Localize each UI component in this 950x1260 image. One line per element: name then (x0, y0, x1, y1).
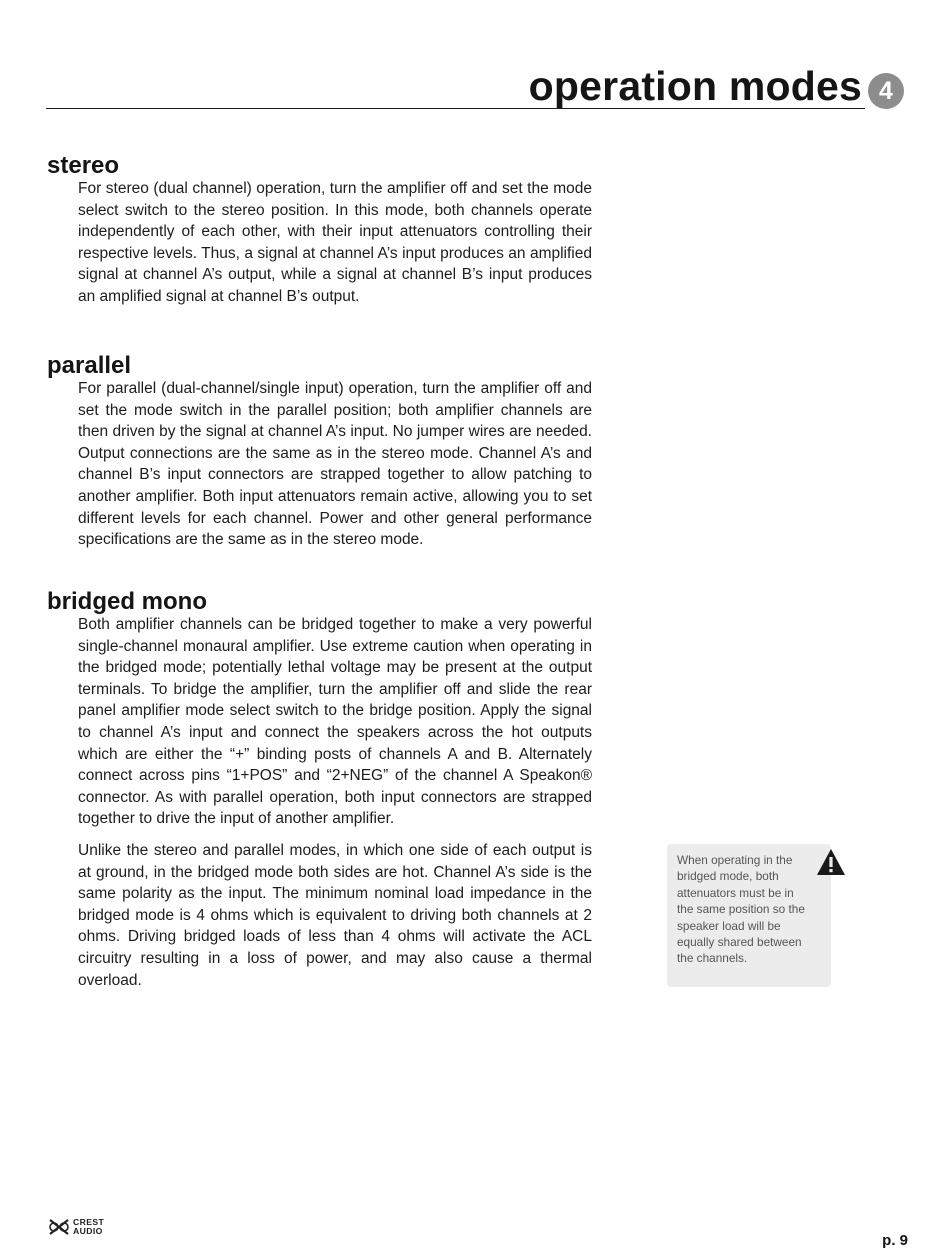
parallel-paragraph: For parallel (dual-channel/single input) operation, turn the amplifier off and set the mode switch in the parallel position; both amplifier channels are then driven by the signal at channel A’s input. No jumper wires are needed. Output connections are the same as in the stereo mode. Channel A’s and channel B’s input connectors are strapped together to allow patching to another amplifier. Both input attenuators remain active, allowing you to set different levels for each channel. Power and other general performance specifications are the same as in the stereo mode. (78, 380, 592, 549)
logo-mark-icon (48, 1218, 70, 1236)
logo-text (73, 1218, 104, 1236)
warning-callout (667, 844, 831, 987)
callout-text: When operating in the bridged mode, both attenuators must be in the same position so the speaker load will be equally shared between the channels. (677, 853, 805, 966)
bridged-mono-paragraph-1: Both amplifier channels can be bridged together to make a very powerful single-channel monaural amplifier. Use extreme caution when operating in the bridged mode; potentially lethal voltage may be present at the output terminals. To bridge the amplifier, turn the amplifier off and slide the rear panel amplifier mode select switch to the bridge position. Apply the signal to channel A’s input and connect the speakers across the hot outputs which are either the “+” binding posts of channels A and B. Alternately connect across pins “1+POS” and “2+NEG” of the channel A Speakon® connector. As with parallel operation, both input connectors are strapped together to drive the input of another amplifier. (78, 616, 592, 828)
warning-icon (816, 848, 846, 876)
bridged-mono-paragraph-2: Unlike the stereo and parallel modes, in which one side of each output is at ground, in the bridged mode both sides are hot. Channel A’s side is the same polarity as the input. The minimum nominal load impedance in the bridged mode is 4 ohms which is equivalent to driving both channels at 2 ohms. Driving bridged loads of less than 4 ohms will activate the ACL circuitry resulting in a loss of power, and may also cause a thermal overload. (78, 842, 592, 989)
section-heading-parallel: parallel (47, 352, 132, 379)
stereo-paragraph: For stereo (dual channel) operation, turn the amplifier off and set the mode select switch to the stereo position. In this mode, both channels operate independently of each other, with their input attenuators controlling their respective levels. Thus, a signal at channel A’s input produces an amplified signal at channel A’s output, while a signal at channel B’s input produces an amplified signal at channel B’s output. (78, 180, 592, 305)
logo-line-2: AUDIO (73, 1226, 103, 1236)
page-number: p. 9 (882, 1232, 908, 1249)
header-rule (46, 108, 865, 109)
chapter-badge: 4 (868, 73, 904, 109)
logo-line-1: CREST (73, 1217, 105, 1227)
section-heading-stereo: stereo (47, 152, 120, 179)
crest-audio-logo (48, 1218, 104, 1236)
section-heading-bridged-mono: bridged mono (47, 588, 207, 615)
page-title: operation modes (528, 63, 862, 109)
